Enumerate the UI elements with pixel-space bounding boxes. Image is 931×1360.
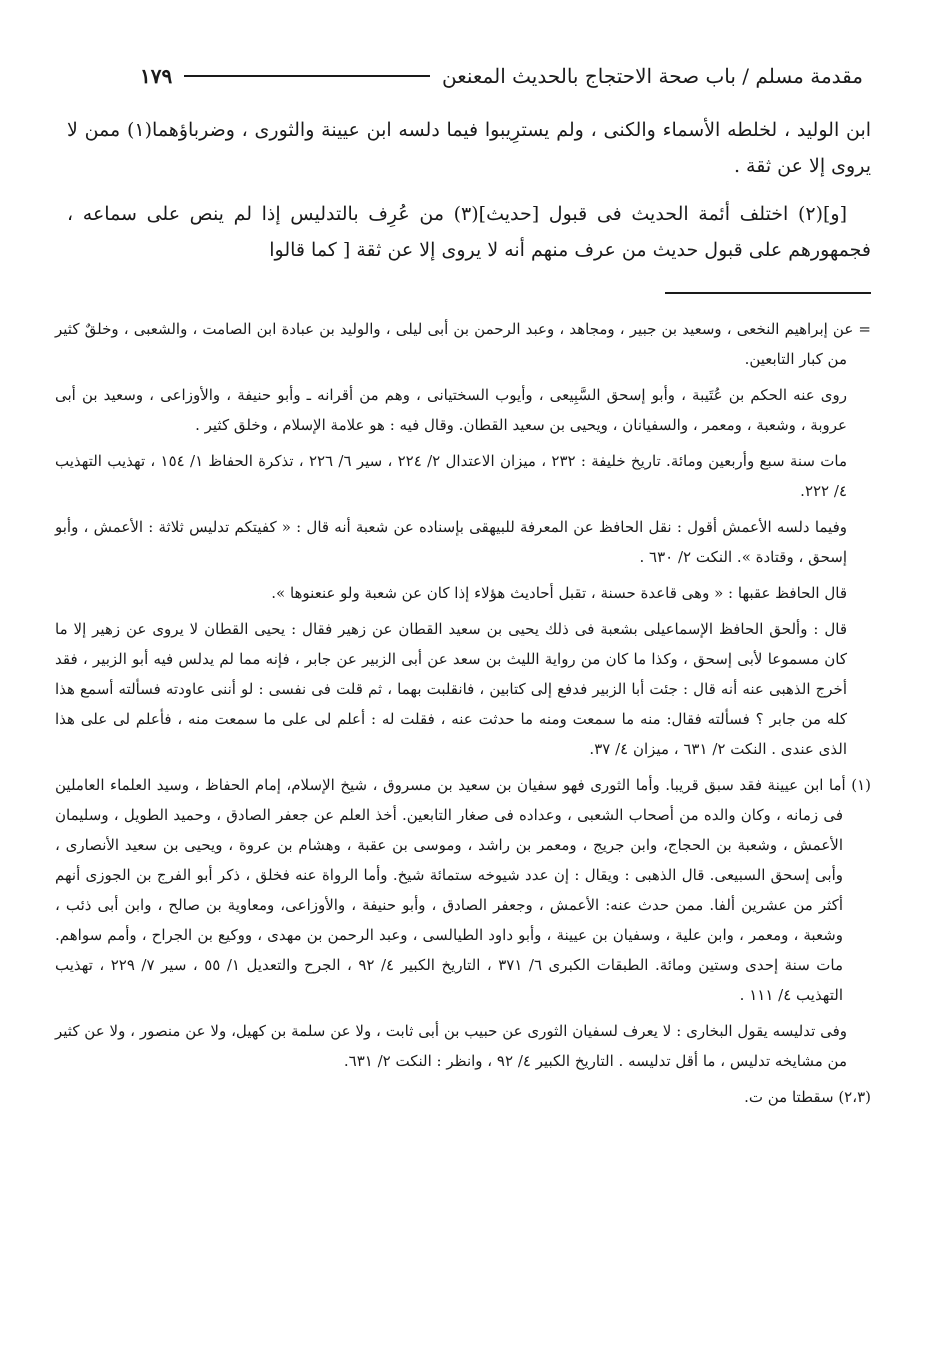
footnote-2-3: (٢،٣) سقطتا من ت. [744,1088,871,1106]
footnote-divider [665,292,871,294]
header-rule [184,75,430,77]
footnote-paragraph: وفيما دلسه الأعمش أقول : نقل الحافظ عن المعرفة للبيهقى بإسناده عن شعبة أنه قال : « كفيتكم تدليس ثلاثة : الأعمش ، وأبو إسحق ، وقتادة ». النكت ٢/ ٦٣٠ . [55,518,847,566]
footnote-paragraph: مات سنة سبع وأربعين ومائة. تاريخ خليفة : ٢٣٢ ، ميزان الاعتدال ٢/ ٢٢٤ ، سير ٦/ ٢٢٦ ، تذكرة الحفاظ ١/ ١٥٤ ، تهذيب التهذيب ٤/ ٢٢٢. [55,452,848,500]
main-paragraph-2: [و](٢) اختلف أئمة الحديث فى قبول [حديث](٣) من عُرِف بالتدليس إذا لم ينص على سماعه ، فجمهورهم على قبول حديث من عرف منهم أنه لا يروى إلا عن ثقة [ كما قالوا [67,203,871,261]
footnote-paragraph: قال الحافظ عقبها : « وهى قاعدة حسنة ، تقبل أحاديث هؤلاء إذا كان عن شعبة ولو عنعنوها ». [271,584,847,602]
page-number: ١٧٩ [140,64,173,88]
main-text [67,112,871,280]
footnote-continuation: = عن إبراهيم النخعى ، وسعيد بن جبير ، ومجاهد ، وعبد الرحمن بن أبى ليلى ، والوليد بن عبادة ابن الصامت ، والشعبى ، وخلقٌ كثير من كبار التابعين. [55,320,871,368]
footnote-paragraph: روى عنه الحكم بن عُتَيبة ، وأبو إسحق السَّبِيعى ، وأيوب السختيانى ، وهم من أقرانه ـ وأبو حنيفة ، والأوزاعى ، وسعيد بن أبى عروبة ، وشعبة ، ومعمر ، والسفيانان ، ويحيى بن سعيد القطان. وقال فيه : هو علامة الإسلام ، وخلق كثير . [55,386,847,434]
main-paragraph-1: ابن الوليد ، لخلطه الأسماء والكنى ، ولم يسترِيبوا فيما دلسه ابن عيينة والثورى ، وضرباؤهما(١) ممن لا يروى إلا عن ثقة . [67,119,872,177]
footnote-paragraph: وفى تدليسه يقول البخارى : لا يعرف لسفيان الثورى عن حبيب بن أبى ثابت ، ولا عن سلمة بن كهيل، ولا عن منصور ، ولا عن كثير من مشايخه تدليس ، ما أقل تدليسه . التاريخ الكبير ٤/ ٩٢ ، وانظر : النكت ٢/ ٦٣١. [55,1022,847,1070]
running-header [140,58,863,94]
header-title: مقدمة مسلم / باب صحة الاحتجاج بالحديث المعنعن [441,64,863,88]
footnote-1: (١) أما ابن عيينة فقد سبق قريبا. وأما الثورى فهو سفيان بن سعيد بن مسروق ، شيخ الإسلام، إمام الحفاظ ، وسيد العلماء العاملين فى زمانه ، وكان والده من أصحاب الشعبى ، وعداده فى صغار التابعين. أخذ العلم عن جعفر الصادق ، وحميد الطويل ، وسليمان الأعمش ، وشعبة بن الحجاج، وابن جريج ، ومعمر بن راشد ، وموسى بن عقبة ، وهشام بن عروة ، ويحيى بن سعيد الأنصارى ، وأبى إسحق السبيعى. قال الذهبى : ويقال : إن عدد شيوخه ستمائة شيخ. وأما الرواة عنه فخلق ، ذكر أبو الفرج بن الجوزى أنهم أكثر من عشرين ألفا. ممن حدث عنه: الأعمش ، وجعفر الصادق ، وأبو حنيفة ، والأوزاعى، ومعاوية بن صالح ، وابن أبى ذئب ، وشعبة ، ومعمر ، وابن علية ، وسفيان بن عيينة ، وأبو داود الطيالسى ، وعبد الرحمن بن مهدى ، ووكيع بن الجراح ، وأمم سواهم. مات سنة إحدى وستين ومائة. الطبقات الكبرى ٦/ ٣٧١ ، التاريخ الكبير ٤/ ٩٢ ، الجرح والتعديل ١/ ٥٥ ، سير ٧/ ٢٢٩ ، تهذيب التهذيب ٤/ ١١١ . [55,776,871,1004]
footnote-paragraph: قال : وألحق الحافظ الإسماعيلى بشعبة فى ذلك يحيى بن سعيد القطان عن زهير فقال : يحيى القطان لا يروى عن زهير إلا ما كان مسموعا لأبى إسحق ، وكذا ما كان من رواية الليث بن سعد عن أبى الزبير عن جابر ، فإنه مما لم يدلس فيه أبو الزبير ، فقد أخرج الذهبى عنه أنه قال : جئت أبا الزبير فدفع إلى كتابين ، فانقلبت بهما ، ثم قلت فى نفسى : لو أننى عاودته فسألته أسمع هذا كله من جابر ؟ فسألته فقال: منه ما سمعت ومنه ما حدثت عنه ، فقلت له : أعلم لى على ما سمعت منه ، فأعلم لى على هذا الذى عندى . النكت ٢/ ٦٣١ ، ميزان ٤/ ٣٧. [55,620,847,758]
footnotes [55,314,871,1118]
